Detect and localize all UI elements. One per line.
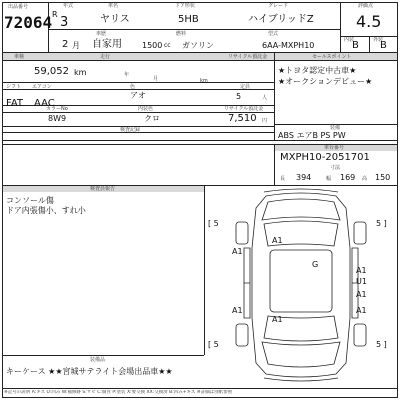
header-mid-line	[48, 29, 340, 30]
mileage-unit: km	[74, 68, 87, 77]
footer-top-line	[2, 355, 204, 356]
aircon-caption: エアコン	[32, 84, 52, 90]
inspection-caption: 車検	[14, 54, 25, 60]
car-damage-diagram	[206, 188, 396, 382]
wheel-front-left	[236, 222, 248, 244]
interior-grade: B	[352, 40, 359, 51]
footer-caption: 装備品	[90, 357, 106, 363]
fuel: ガソリン	[182, 41, 214, 50]
height-label: 高	[362, 176, 368, 182]
usage-caption: 車歴	[96, 31, 107, 37]
trim-color: クロ	[144, 114, 160, 123]
length-value: 394	[296, 173, 312, 182]
wheel-rear-right	[354, 324, 366, 346]
lot-caption: 出品番号	[8, 4, 29, 10]
km-unit-small: km	[200, 78, 208, 84]
usage: 自家用	[92, 39, 122, 50]
grade: ハイブリッドZ	[248, 14, 314, 25]
year-era: R	[52, 10, 58, 19]
wheel-front-right	[354, 222, 366, 244]
width-label: 幅	[326, 176, 332, 182]
color-caption: 色	[130, 84, 136, 90]
capacity-value: 5	[236, 92, 242, 101]
tire-rear-right-value: 5	[376, 340, 382, 349]
notes-divider	[204, 185, 205, 355]
specs-right-divider	[274, 52, 275, 140]
sales-caption: セールスポイント	[312, 54, 352, 60]
footer-remarks: キーケース ★★宮城サテライト会場出品車★★	[6, 367, 173, 376]
front-bumper	[264, 189, 338, 192]
exterior-caption: 外装	[373, 37, 384, 43]
mileage-caption: 走行	[100, 54, 111, 60]
footer-disclaimer: ※記号の説明 A:キズ U:凹み W:補修跡 S:サビ C:腐食 P:塗装 X:要交換 XX:交換済 B:凹み+キズ ※詳細は別紙参照	[4, 390, 233, 395]
car-left-doors	[244, 248, 250, 318]
year-caption: 年式	[63, 3, 74, 9]
recycle-top-caption: リサイクル預託金	[228, 54, 268, 60]
damage-mark: A1	[272, 236, 283, 245]
interior-caption: 内装	[344, 37, 355, 43]
chassis-number: MXPH10-2051701	[280, 152, 370, 163]
doc-caption: 検査記録	[120, 127, 141, 133]
month-unit-small: 月	[153, 76, 159, 82]
grade-split	[369, 36, 370, 52]
car-trunk-outline	[262, 342, 340, 367]
door-caption: ドア形状	[175, 3, 195, 9]
specs-line-a	[2, 60, 274, 61]
wheel-rear-left	[236, 324, 248, 346]
fuel-caption: 燃料	[176, 31, 187, 37]
year-unit-small: 年	[124, 72, 130, 78]
grade-caption: グレード	[268, 3, 289, 9]
damage-mark: A1	[232, 306, 243, 315]
body-type: 5HB	[178, 14, 199, 25]
footer-bottom-line	[2, 388, 398, 389]
sales-caption-line	[274, 60, 398, 61]
recycle-caption: リサイクル預託金	[224, 106, 264, 112]
trim-caption: 内装色	[138, 106, 154, 112]
color-code: 8W9	[48, 114, 67, 123]
notes-line-2: ドア内張傷小、すれ小	[6, 206, 86, 215]
month-value: 2	[62, 39, 69, 50]
damage-mark: A1	[232, 247, 243, 256]
damage-mark: A1	[356, 266, 367, 275]
specs-line-b	[2, 82, 274, 83]
capacity-caption: 定員	[240, 84, 251, 90]
tire-rear-left-bracket: [ 5	[208, 340, 219, 349]
transmission: FAT	[6, 98, 24, 109]
tire-rear-left-value: 5	[213, 340, 219, 349]
aircon: AAC	[34, 98, 55, 109]
dims-caption: 寸法	[330, 165, 341, 171]
color-code-caption: カラーNo	[46, 106, 68, 112]
damage-mark: A1	[356, 290, 367, 299]
month-unit: 月	[72, 41, 80, 50]
shift-caption: シフト	[6, 84, 22, 90]
height-value: 150	[375, 173, 391, 182]
equip-value: ABS エアB PS PW	[278, 131, 346, 140]
tire-front-right-bracket: 5 ]	[376, 219, 387, 228]
width-value: 169	[340, 173, 356, 182]
sales-point-2: ★オークションデビュー★	[278, 77, 373, 86]
exterior-grade: B	[380, 40, 387, 51]
mileage-value: 59,052	[34, 66, 69, 77]
displacement: 1500	[142, 41, 163, 50]
damage-mark: U1	[356, 277, 367, 286]
tire-front-right-value: 5	[376, 219, 382, 228]
rating-divider	[340, 2, 341, 52]
recycle-unit: 円	[262, 118, 268, 124]
tire-front-left-value: 5	[213, 219, 219, 228]
sales-point-1: ★トヨタ認定中古車★	[278, 66, 357, 75]
length-label: 長	[280, 176, 286, 182]
car-hood-outline	[262, 199, 340, 220]
car-name: ヤリス	[100, 14, 130, 25]
damage-mark: A1	[356, 306, 367, 315]
recycle-value: 7,510	[228, 113, 257, 124]
equip-caption: 装備	[330, 125, 341, 131]
notes-line-1: コンソール傷	[6, 196, 54, 205]
car-roof-outline	[270, 250, 332, 312]
tire-rear-right-bracket: 5 ]	[376, 340, 387, 349]
damage-mark: G	[312, 260, 319, 269]
rear-bumper	[264, 378, 338, 381]
notes-caption: 検査員報告	[90, 186, 116, 192]
rating-caption: 評価点	[358, 3, 374, 9]
model-code: 6AA-MXPH10	[262, 41, 315, 50]
cc-unit: cc	[164, 42, 171, 49]
tire-front-left-bracket: [ 5	[208, 219, 219, 228]
year-number: 3	[60, 15, 69, 30]
chassis-caption: 車台番号	[324, 145, 345, 151]
lot-number: 72064	[4, 13, 53, 32]
car-name-caption: 車名	[108, 3, 119, 9]
color-name: アオ	[130, 91, 146, 100]
rating-value: 4.5	[356, 12, 382, 31]
model-caption: 型式	[268, 31, 279, 37]
capacity-unit: 人	[262, 95, 268, 101]
damage-mark: A1	[272, 315, 283, 324]
